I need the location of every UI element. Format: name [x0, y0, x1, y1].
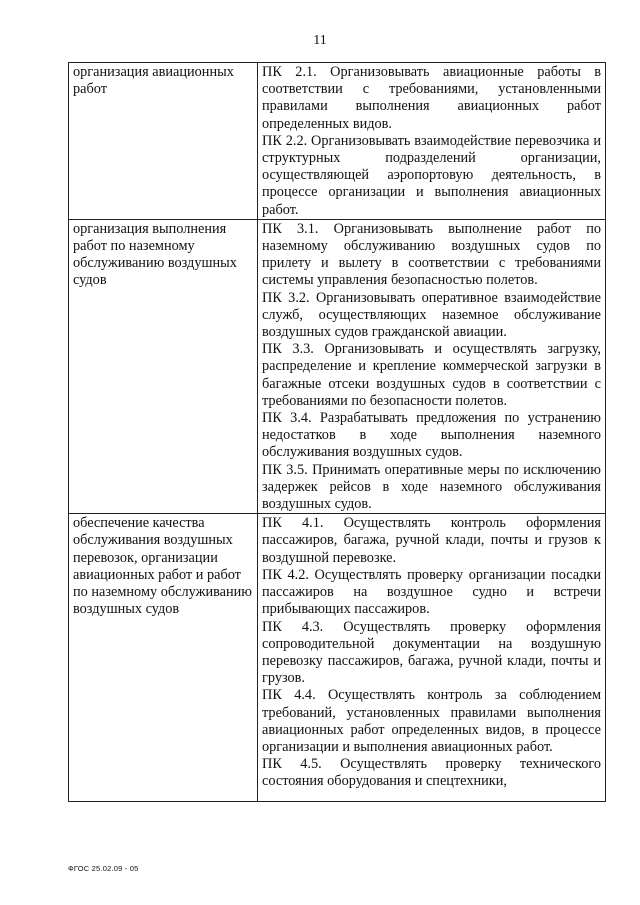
- page-number: 11: [313, 33, 327, 48]
- competency-item: ПК 4.4. Осуществлять контроль за соблюдением требований, установленных правилами выполнения авиационных работ определенных видов, в процессе организации и выполнения авиационных работ.: [262, 687, 601, 755]
- footer-document-code: ФГОС 25.02.09 - 05: [68, 864, 139, 873]
- competency-item: ПК 3.1. Организовывать выполнение работ по наземному обслуживанию воздушных судов по прилету и вылету в соответствии с требованиями системы управления безопасностью полетов.: [262, 220, 601, 289]
- competency-item: ПК 3.4. Разрабатывать предложения по устранению недостатков в ходе выполнения наземного обслуживания воздушных судов.: [262, 410, 601, 461]
- competency-item: ПК 3.5. Принимать оперативные меры по исключению задержек рейсов в ходе наземного обслуживания воздушных судов.: [262, 461, 601, 513]
- activity-area-cell: обеспечение качества обслуживания воздушных перевозок, организации авиационных работ и работ по наземному обслуживанию воздушных судов: [69, 514, 258, 802]
- competency-item: ПК 4.3. Осуществлять проверку оформления сопроводительной документации на воздушную перевозку пассажиров, багажа, ручной клади, почты и грузов.: [262, 618, 601, 687]
- competency-item: ПК 2.2. Организовывать взаимодействие перевозчика и структурных подразделений организации, осуществляющей аэропортовую деятельность, в процессе организации и выполнения авиационных работ.: [262, 132, 601, 218]
- table-row: [69, 63, 606, 220]
- competency-item: ПК 2.1. Организовывать авиационные работы в соответствии с требованиями, установленными правилами выполнения авиационных работ определенных видов.: [262, 64, 601, 132]
- competency-item: ПК 4.5. Осуществлять проверку технического состояния оборудования и спецтехники,: [262, 756, 601, 790]
- table-row: [69, 219, 606, 513]
- competency-item: ПК 3.2. Организовывать оперативное взаимодействие служб, осуществляющих наземное обслуживание воздушных судов гражданской авиации.: [262, 289, 601, 341]
- table-row: [69, 514, 606, 802]
- competency-item: ПК 3.3. Организовывать и осуществлять загрузку, распределение и крепление коммерческой загрузки в багажные отсеки воздушных судов в соответствии с требованиями по безопасности полетов.: [262, 341, 601, 409]
- activity-area-cell: организация авиационных работ: [69, 63, 258, 220]
- competencies-cell: [258, 219, 606, 513]
- competencies-cell: [258, 63, 606, 220]
- competency-item: ПК 4.1. Осуществлять контроль оформления пассажиров, багажа, ручной клади, почты и грузов к воздушной перевозке.: [262, 515, 601, 566]
- competencies-cell: [258, 514, 606, 802]
- activity-area-cell: организация выполнения работ по наземному обслуживанию воздушных судов: [69, 219, 258, 513]
- competency-table: [68, 62, 606, 802]
- competency-item: ПК 4.2. Осуществлять проверку организации посадки пассажиров на воздушное судно и встречи прибывающих пассажиров.: [262, 566, 601, 618]
